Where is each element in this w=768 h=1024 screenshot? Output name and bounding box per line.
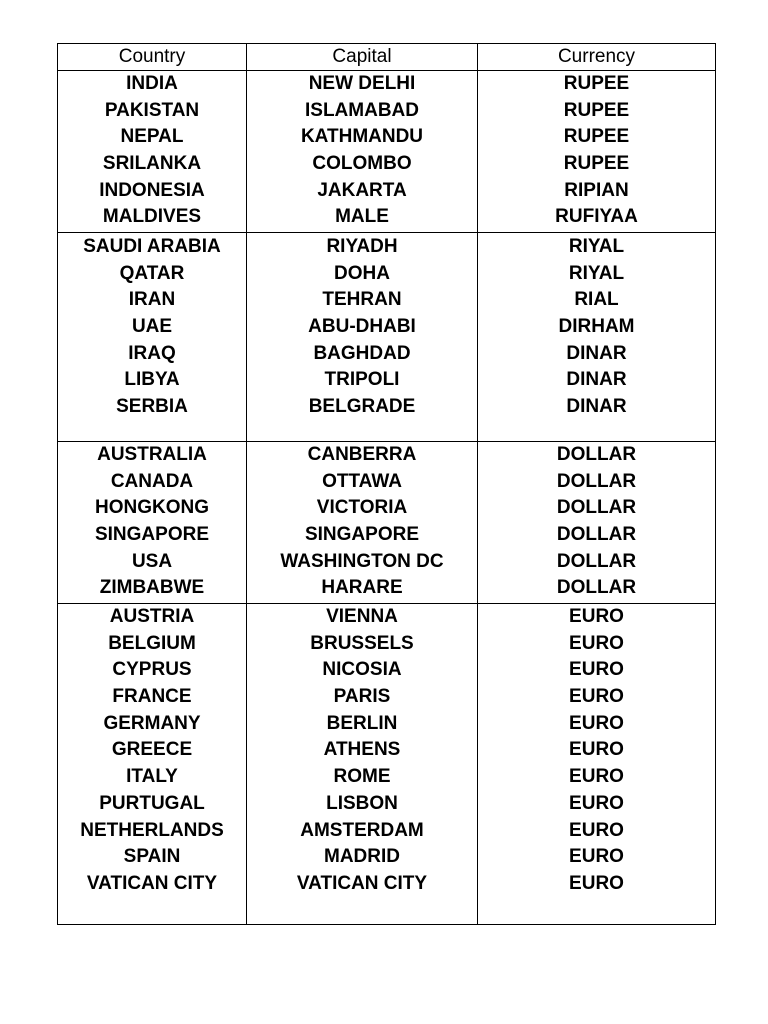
table-group-row — [58, 71, 716, 233]
country-item: SPAIN — [123, 846, 181, 868]
currency-item: EURO — [569, 846, 624, 868]
country-item: ITALY — [126, 766, 178, 788]
country-cell — [58, 233, 247, 442]
capital-item: JAKARTA — [317, 179, 407, 201]
currency-item: EURO — [569, 872, 624, 894]
table-group-row — [58, 604, 716, 925]
country-item: AUSTRIA — [109, 606, 195, 627]
currency-item: RUPEE — [563, 99, 630, 121]
country-item: AUSTRALIA — [97, 444, 207, 465]
currency-item: EURO — [569, 712, 624, 734]
currency-cell — [478, 604, 716, 925]
country-item: IRAN — [128, 289, 176, 311]
currency-item: EURO — [569, 686, 624, 708]
capital-item: VIENNA — [326, 606, 398, 627]
country-item: PAKISTAN — [104, 99, 200, 121]
header-capital: Capital — [247, 44, 478, 71]
capital-item: BELGRADE — [308, 396, 416, 418]
country-item: CANADA — [110, 470, 194, 492]
currency-item: RUPEE — [563, 73, 630, 94]
currency-item: RIAL — [574, 289, 619, 311]
capital-item: AMSTERDAM — [300, 819, 424, 841]
capital-item: COLOMBO — [312, 153, 412, 175]
country-item: GERMANY — [103, 712, 201, 734]
country-item: MALDIVES — [102, 206, 202, 228]
currency-item: EURO — [569, 739, 624, 761]
currency-cell — [478, 71, 716, 233]
currency-item: DINAR — [566, 396, 627, 418]
capital-item: MADRID — [324, 846, 400, 868]
currency-item: EURO — [569, 659, 624, 681]
country-item: NEPAL — [120, 126, 184, 148]
country-item: PURTUGAL — [99, 792, 205, 814]
capital-cell — [247, 442, 478, 604]
header-row — [58, 44, 716, 71]
capital-item: BAGHDAD — [313, 342, 411, 364]
capital-item: BRUSSELS — [310, 632, 414, 654]
currency-item: EURO — [569, 819, 624, 841]
country-item: FRANCE — [112, 686, 192, 708]
country-item: SRILANKA — [102, 153, 202, 175]
currency-item: DOLLAR — [556, 550, 637, 572]
country-item: HONGKONG — [95, 497, 209, 519]
capital-item: KATHMANDU — [300, 126, 424, 148]
capital-item: DOHA — [334, 262, 390, 284]
currency-item: RUPEE — [563, 153, 630, 175]
currency-item: DOLLAR — [556, 524, 637, 546]
country-item: SERBIA — [116, 396, 188, 418]
country-item: INDIA — [126, 73, 178, 94]
currency-item: DOLLAR — [556, 497, 637, 519]
currency-item: RIPIAN — [564, 179, 629, 201]
currency-item: RIYAL — [568, 262, 625, 284]
currency-item: DIRHAM — [558, 316, 635, 338]
capital-item: OTTAWA — [322, 470, 402, 492]
country-item: USA — [131, 550, 173, 572]
country-item: QATAR — [119, 262, 185, 284]
country-cell — [58, 71, 247, 233]
capital-item: TRIPOLI — [324, 369, 400, 391]
country-cell — [58, 604, 247, 925]
country-item: UAE — [131, 316, 173, 338]
country-item: SINGAPORE — [94, 524, 210, 546]
capital-item: RIYADH — [326, 236, 398, 257]
currency-item: DINAR — [566, 369, 627, 391]
capital-cell — [247, 604, 478, 925]
capital-item: SINGAPORE — [304, 524, 420, 546]
country-item: IRAQ — [128, 342, 176, 364]
country-item: GREECE — [111, 739, 193, 761]
header-currency: Currency — [478, 44, 716, 71]
capital-item: WASHINGTON DC — [280, 550, 444, 572]
country-item: BELGIUM — [108, 632, 196, 654]
header-country: Country — [58, 44, 247, 71]
capital-cell — [247, 233, 478, 442]
capital-item: CANBERRA — [307, 444, 417, 465]
capital-item: TEHRAN — [322, 289, 402, 311]
country-item: NETHERLANDS — [80, 819, 224, 841]
country-item: SAUDI ARABIA — [83, 236, 221, 257]
currency-item: DOLLAR — [556, 470, 637, 492]
currency-item: RIYAL — [568, 236, 625, 257]
currency-item: DOLLAR — [556, 577, 637, 599]
currency-item: RUPEE — [563, 126, 630, 148]
currency-cell — [478, 233, 716, 442]
capital-item: PARIS — [333, 686, 391, 708]
currency-cell — [478, 442, 716, 604]
currency-item: DINAR — [566, 342, 627, 364]
capital-item: VICTORIA — [316, 497, 408, 519]
capital-item: BERLIN — [326, 712, 398, 734]
country-capital-currency-table — [57, 43, 716, 925]
country-cell — [58, 442, 247, 604]
country-item: LIBYA — [124, 369, 180, 391]
capital-cell — [247, 71, 478, 233]
table-group-row — [58, 233, 716, 442]
country-item: INDONESIA — [99, 179, 205, 201]
country-item: ZIMBABWE — [99, 577, 205, 599]
currency-item: EURO — [569, 766, 624, 788]
currency-item: EURO — [569, 792, 624, 814]
capital-item: MALE — [335, 206, 389, 228]
capital-item: ATHENS — [323, 739, 401, 761]
capital-item: LISBON — [326, 792, 398, 814]
table-group-row — [58, 442, 716, 604]
country-item: CYPRUS — [112, 659, 192, 681]
currency-item: EURO — [569, 606, 624, 627]
capital-item: VATICAN CITY — [296, 872, 428, 894]
country-item: VATICAN CITY — [86, 872, 218, 894]
currency-item: RUFIYAA — [555, 206, 638, 228]
capital-item: ISLAMABAD — [305, 99, 419, 121]
capital-item: NICOSIA — [322, 659, 402, 681]
capital-item: HARARE — [321, 577, 403, 599]
currency-item: DOLLAR — [556, 444, 637, 465]
capital-item: ABU-DHABI — [308, 316, 416, 338]
capital-item: ROME — [333, 766, 391, 788]
currency-item: EURO — [569, 632, 624, 654]
capital-item: NEW DELHI — [308, 73, 416, 94]
